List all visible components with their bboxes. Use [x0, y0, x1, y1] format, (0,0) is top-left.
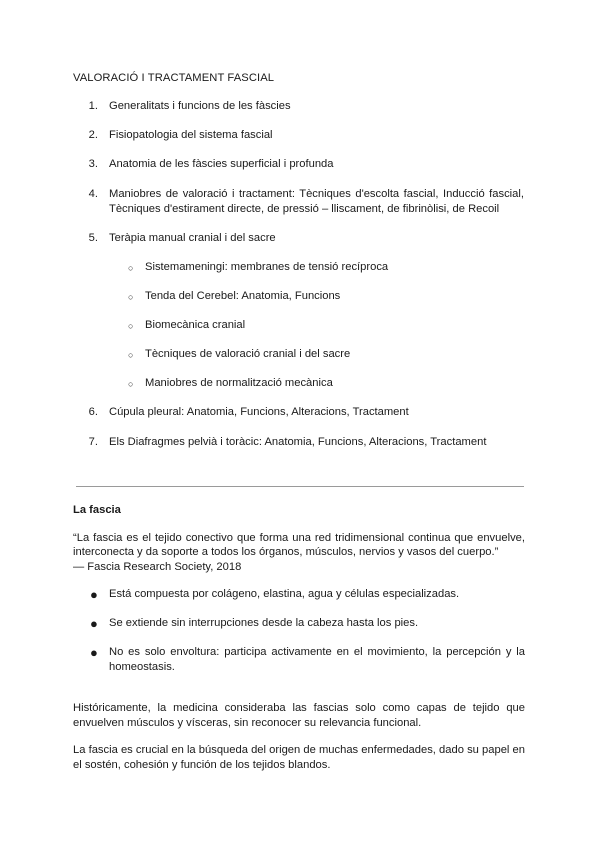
bullet-item: Está compuesta por colágeno, elastina, agua y células especializadas.: [109, 588, 460, 600]
hollow-bullet-icon: ○: [128, 321, 134, 331]
sublist-item: Biomecànica cranial: [145, 319, 246, 331]
list-number: 5.: [88, 232, 98, 244]
list-item: Maniobres de valoració i tractament: Tècniques d'escolta fascial, Inducció fascial,: [109, 188, 524, 200]
section-heading: La fascia: [73, 504, 121, 516]
list-item: Anatomia de les fàscies superficial i profunda: [109, 158, 334, 170]
bullet-item: Se extiende sin interrupciones desde la cabeza hasta los pies.: [109, 617, 419, 629]
sublist-item: Maniobres de normalització mecànica: [145, 377, 333, 389]
sublist-item: Tenda del Cerebel: Anatomia, Funcions: [145, 290, 341, 302]
bullet-icon: ●: [90, 587, 98, 602]
list-number: 7.: [88, 436, 98, 448]
bullet-icon: ●: [90, 645, 98, 660]
list-number: 2.: [88, 129, 98, 141]
bullet-item-continuation: homeostasis.: [109, 661, 175, 673]
list-item: Els Diafragmes pelvià i toràcic: Anatomia, Funcions, Alteracions, Tractament: [109, 436, 487, 448]
paragraph-line: La fascia es crucial en la búsqueda del origen de muchas enfermedades, dado su papel en: [73, 744, 525, 756]
list-item: Cúpula pleural: Anatomia, Funcions, Alteracions, Tractament: [109, 406, 409, 418]
list-item: Teràpia manual cranial i del sacre: [109, 232, 276, 244]
hollow-bullet-icon: ○: [128, 292, 134, 302]
document-title: VALORACIÓ I TRACTAMENT FASCIAL: [73, 72, 275, 84]
bullet-icon: ●: [90, 616, 98, 631]
paragraph-line: Históricamente, la medicina consideraba las fascias solo como capas de tejido que: [73, 702, 525, 714]
paragraph-line: el sostén, cohesión y función de los tejidos blandos.: [73, 759, 331, 771]
quote-line: “La fascia es el tejido conectivo que forma una red tridimensional continua que envuelve,: [73, 532, 525, 544]
list-item: Fisiopatologia del sistema fascial: [109, 129, 273, 141]
list-item: Generalitats i funcions de les fàscies: [109, 100, 291, 112]
hollow-bullet-icon: ○: [128, 350, 134, 360]
quote-line: interconecta y da soporte a todos los órganos, músculos, nervios y vasos del cuerpo.”: [73, 546, 499, 558]
horizontal-divider: [76, 486, 524, 487]
quote-attribution: — Fascia Research Society, 2018: [73, 561, 242, 573]
list-number: 4.: [88, 188, 98, 200]
list-number: 1.: [88, 100, 98, 112]
list-item-continuation: Tècniques d'estirament directe, de pressió – lliscament, de fibrinòlisi, de Recoil: [109, 203, 500, 215]
hollow-bullet-icon: ○: [128, 263, 134, 273]
hollow-bullet-icon: ○: [128, 379, 134, 389]
list-number: 6.: [88, 406, 98, 418]
sublist-item: Tècniques de valoració cranial i del sacre: [145, 348, 351, 360]
paragraph-line: envuelven músculos y vísceras, sin reconocer su relevancia funcional.: [73, 717, 422, 729]
sublist-item: Sistemameningi: membranes de tensió recíproca: [145, 261, 389, 273]
list-number: 3.: [88, 158, 98, 170]
bullet-item: No es solo envoltura: participa activamente en el movimiento, la percepción y la: [109, 646, 525, 658]
